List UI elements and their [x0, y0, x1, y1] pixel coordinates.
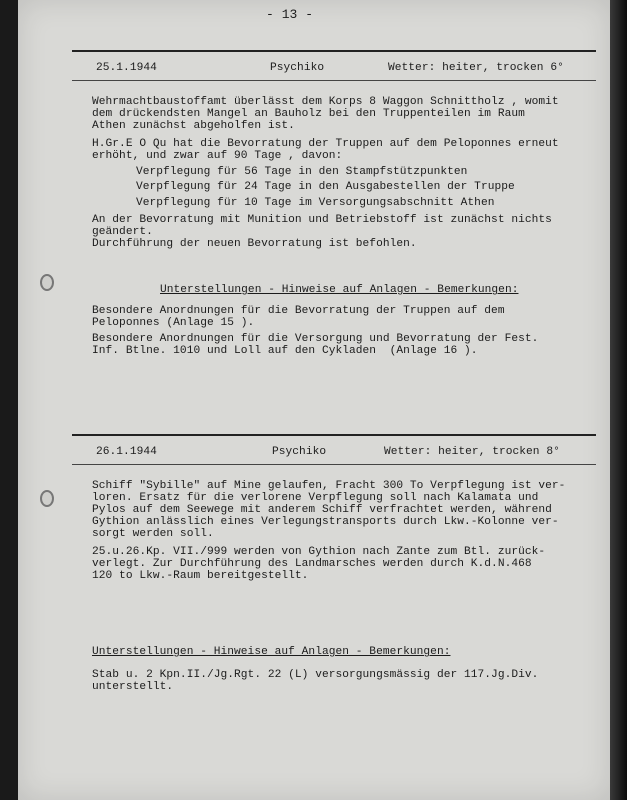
page-number: - 13 -: [266, 7, 314, 22]
entry1-note: Peloponnes (Anlage 15 ).: [92, 317, 255, 329]
entry1-line: erhöht, und zwar auf 90 Tage , davon:: [92, 150, 343, 162]
entry2-note: unterstellt.: [92, 681, 174, 693]
page-edge: [610, 0, 627, 800]
entry1-line: An der Bevorratung mit Munition und Betriebstoff ist zunächst nichts: [92, 214, 552, 226]
entry1-line: Athen zunächst abgeholfen ist.: [92, 120, 295, 132]
entry2-line: sorgt werden soll.: [92, 528, 214, 540]
entry1-note: Besondere Anordnungen für die Bevorratung der Truppen auf dem: [92, 305, 505, 317]
rule-top-1: [72, 50, 596, 52]
entry2-place: Psychiko: [272, 446, 327, 458]
entry2-line: loren. Ersatz für die verlorene Verpflegung soll nach Kalamata und: [92, 492, 539, 504]
entry2-weather: Wetter: heiter, trocken 8°: [384, 446, 560, 458]
entry1-notes-heading: Unterstellungen - Hinweise auf Anlagen - Bemerkungen:: [160, 284, 519, 296]
entry1-line: geändert.: [92, 226, 153, 238]
entry1-line: H.Gr.E O Qu hat die Bevorratung der Truppen auf dem Peloponnes erneut: [92, 138, 559, 150]
rule-header-1: [72, 80, 596, 81]
punch-hole-bottom: [40, 490, 54, 507]
entry2-line: 120 to Lkw.-Raum bereitgestellt.: [92, 570, 309, 582]
entry1-line: Durchführung der neuen Bevorratung ist befohlen.: [92, 238, 417, 250]
punch-hole-top: [40, 274, 54, 291]
entry1-line: Verpflegung für 10 Tage im Versorgungsabschnitt Athen: [136, 197, 495, 209]
entry2-date: 26.1.1944: [96, 446, 157, 458]
entry1-weather: Wetter: heiter, trocken 6°: [388, 62, 564, 74]
rule-header-2: [72, 464, 596, 465]
entry1-line: Wehrmachtbaustoffamt überlässt dem Korps 8 Waggon Schnittholz , womit: [92, 96, 559, 108]
entry2-line: Pylos auf dem Seewege mit anderem Schiff verfrachtet werden, während: [92, 504, 552, 516]
entry1-place: Psychiko: [270, 62, 325, 74]
entry2-notes-heading: Unterstellungen - Hinweise auf Anlagen - Bemerkungen:: [92, 646, 451, 658]
entry2-line: 25.u.26.Kp. VII./999 werden von Gythion nach Zante zum Btl. zurück-: [92, 546, 546, 558]
rule-top-2: [72, 434, 596, 436]
entry1-line: dem drückendsten Mangel an Bauholz bei den Truppenteilen im Raum: [92, 108, 525, 120]
entry2-line: Schiff "Sybille" auf Mine gelaufen, Fracht 300 To Verpflegung ist ver-: [92, 480, 566, 492]
entry1-note: Inf. Btlne. 1010 und Loll auf den Cykladen (Anlage 16 ).: [92, 345, 478, 357]
entry2-line: verlegt. Zur Durchführung des Landmarsches werden durch K.d.N.468: [92, 558, 532, 570]
entry2-line: Gythion anlässlich eines Verlegungstransports durch Lkw.-Kolonne ver-: [92, 516, 559, 528]
entry1-line: Verpflegung für 56 Tage in den Stampfstützpunkten: [136, 166, 468, 178]
entry1-note: Besondere Anordnungen für die Versorgung und Bevorratung der Fest.: [92, 333, 539, 345]
entry1-date: 25.1.1944: [96, 62, 157, 74]
entry2-note: Stab u. 2 Kpn.II./Jg.Rgt. 22 (L) versorgungsmässig der 117.Jg.Div.: [92, 669, 539, 681]
entry1-line: Verpflegung für 24 Tage in den Ausgabestellen der Truppe: [136, 181, 515, 193]
